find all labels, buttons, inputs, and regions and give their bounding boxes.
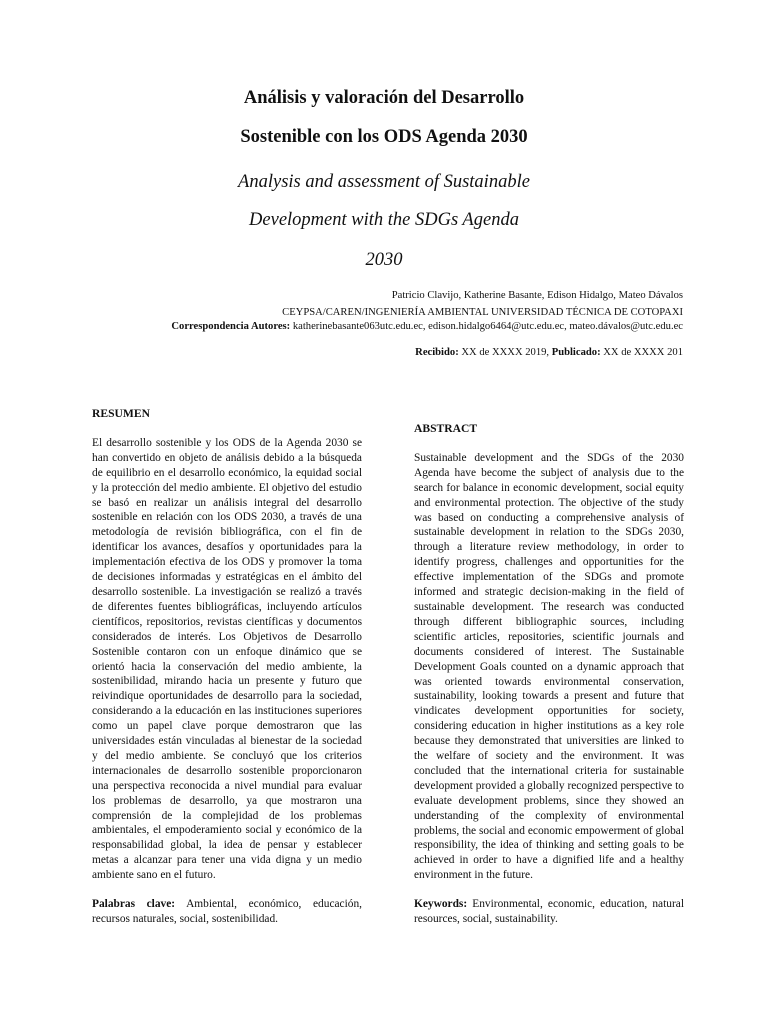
published-label: Publicado: (551, 347, 601, 358)
spanish-title-line-1: Análisis y valoración del Desarrollo (243, 88, 525, 108)
abstract-column (414, 422, 684, 927)
author-list: Patricio Clavijo, Katherine Basante, Edison Hidalgo, Mateo Dávalos (391, 290, 683, 301)
received-value: XX de XXXX 2019, (461, 347, 550, 358)
published-value: XX de XXXX 201 (603, 347, 683, 358)
resumen-column (92, 407, 362, 927)
resumen-keywords-label: Palabras clave: (92, 898, 176, 911)
resumen-keywords-value: Ambiental, económico, educación, recursos naturales, social, sostenibilidad. (92, 898, 363, 925)
abstract-keywords-value: Environmental, economic, education, natural resources, social, sustainability. (414, 898, 684, 926)
abstract-keywords-label: Keywords: (414, 898, 468, 911)
correspondence-label: Correspondencia Autores: (171, 321, 291, 332)
received-label: Recibido: (415, 347, 459, 358)
correspondence-emails: katherinebasante063utc.edu.ec, edison.hidalgo6464@utc.edu.ec, mateo.dávalos@utc.edu.ec (292, 321, 683, 332)
english-title-line-2: Development with the SDGs Agenda (249, 210, 519, 230)
english-title-line-1: Analysis and assessment of Sustainable (238, 172, 530, 192)
abstract-heading: ABSTRACT (414, 422, 478, 435)
dates-line (415, 347, 683, 358)
spanish-title-line-2: Sostenible con los ODS Agenda 2030 (240, 127, 528, 147)
correspondence-line (171, 321, 683, 332)
abstract-body: Sustainable development and the SDGs of the 2030 Agenda have become the subject of analysis due to the search for balance in economic development, social equity and environmental protection. The objective of the study was based on conducting a comprehensive analysis of sustainable development in relation to the SDGs 2030, through a literature review methodology, in order to identify progress, challenges and opportunities for the effective implementation of the SDGs and promote informed and strategic decision-making in the field of sustainable development. The research was conducted through different bibliographic sources, including scientific articles, repositories, scientific journals and documents considered of interest. The Sustainable Development Goals counted on a dynamic approach that was oriented towards environmental conservation, sustainability, looking towards a present and future that vindicates development opportunities for society, considering education in higher institutions as a key role because they demonstrated that universities are linked to the welfare of society and the environment. It was concluded that the international criteria for sustainable development provided a globally recognized perspective to evaluate development problems, since they showed an understanding of the complexity of environmental problems, the social and economic empowerment of global responsibility, the idea of thinking and setting goals to be achieved in order to have a dignified life and a healthy environment in the future. (414, 451, 684, 882)
resumen-body: El desarrollo sostenible y los ODS de la Agenda 2030 se han convertido en objeto de análisis debido a la búsqueda de equilibrio en el desarrollo económico, la equidad social y la protección del medio ambiente. El objetivo del estudio se basó en realizar un análisis integral del desarrollo sostenible en relación con los ODS 2030, a través de una metodología de revisión bibliográfica, con el fin de identificar los avances, desafíos y oportunidades para la implementación efectiva de los ODS y promover la toma de decisiones informadas y estratégicas en el ámbito del desarrollo sostenible. La investigación se realizó a través de diferentes fuentes bibliográficas, incluyendo artículos científicos, repositorios, revistas científicas y documentos considerados de interés. Los Objetivos de Desarrollo Sostenible contaron con un enfoque dinámico que se orientó hacia la conservación del medio ambiente, la sostenibilidad, mirando hacia un presente y futuro que reivindique oportunidades de desarrollo para la sociedad, considerando a la educación en las instituciones superiores como un papel clave porque demostraron que las universidades están vinculadas al bienestar de la sociedad y del medio ambiente. Se concluyó que los criterios internacionales de desarrollo sostenible proporcionaron una perspectiva reconocida a nivel mundial para evaluar los problemas de desarrollo, ya que mostraron una comprensión de la complejidad de los problemas ambientales, el empoderamiento social y económico de la responsabilidad global, la idea de pensar y establecer metas a alcanzar para tener una vida digna y un medio ambiente sano en el futuro. (92, 436, 362, 882)
resumen-heading: RESUMEN (92, 407, 150, 420)
english-title-line-3: 2030 (365, 250, 403, 270)
abstract-keywords (414, 897, 684, 927)
resumen-keywords (92, 897, 362, 927)
affiliation: CEYPSA/CAREN/INGENIERÍA AMBIENTAL UNIVERSIDAD TÉCNICA DE COTOPAXI (282, 307, 683, 318)
